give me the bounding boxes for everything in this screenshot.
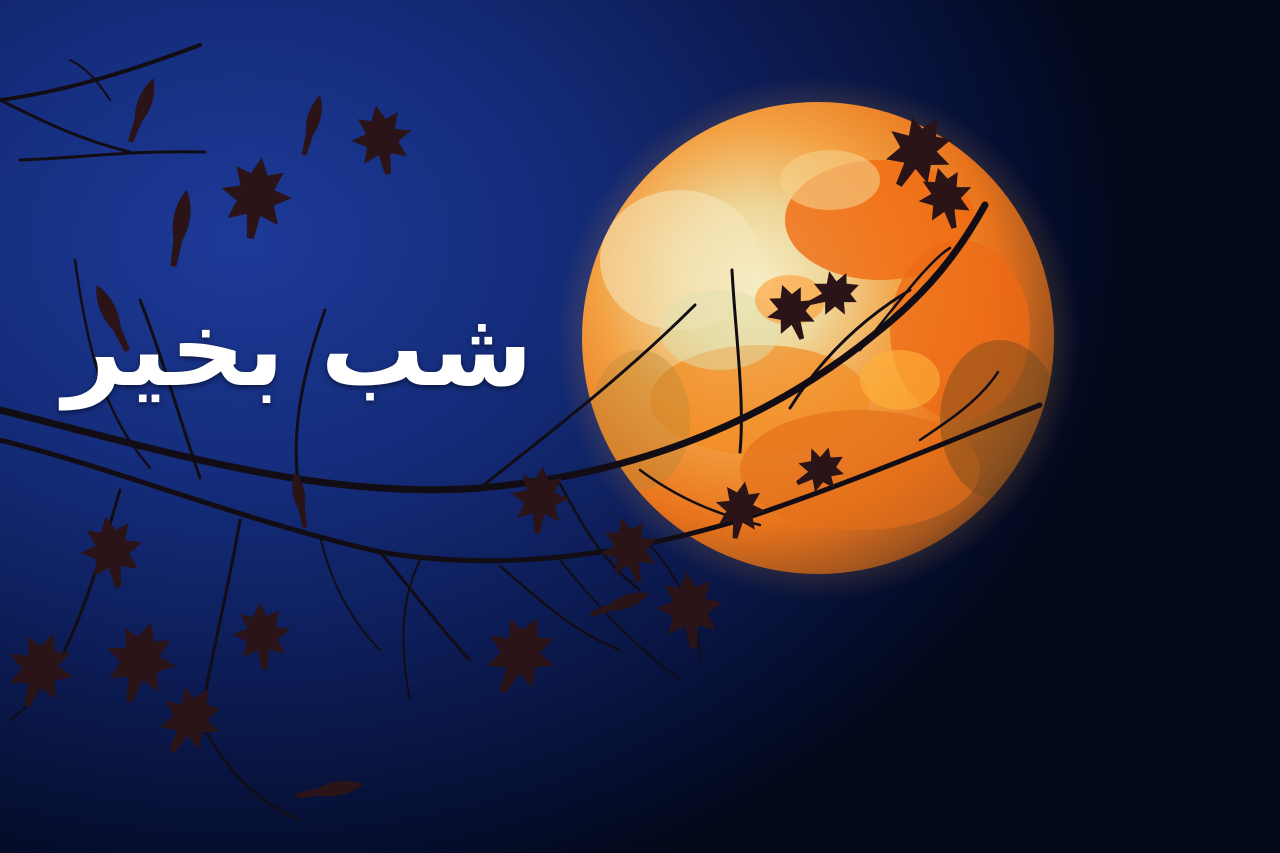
- greeting-text: شب بخیر: [63, 288, 533, 410]
